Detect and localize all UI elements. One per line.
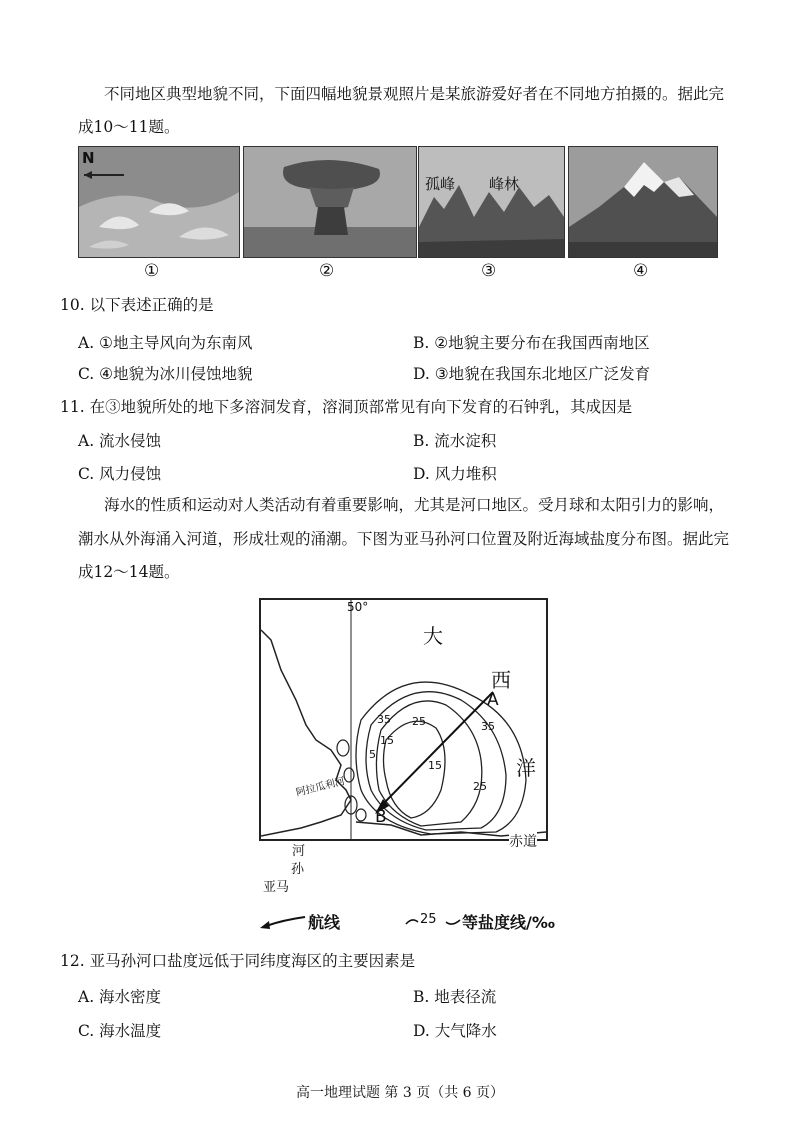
salinity-map bbox=[259, 598, 548, 895]
label-peak-forest: 峰林 bbox=[489, 175, 520, 193]
q11-option-c[interactable]: C. 风力侵蚀 bbox=[78, 465, 162, 483]
q11-option-d[interactable]: D. 风力堆积 bbox=[413, 465, 497, 483]
ocean-label-da: 大 bbox=[423, 624, 443, 648]
q10-option-d[interactable]: D. ③地貌在我国东北地区广泛发育 bbox=[413, 365, 651, 383]
contour-label-5: 5 bbox=[369, 748, 376, 761]
meridian-label: 50° bbox=[347, 600, 369, 614]
contour-label-35-left: 35 bbox=[377, 713, 391, 726]
photo-dunes bbox=[78, 146, 240, 258]
q10-option-a[interactable]: A. ①地主导风向为东南风 bbox=[78, 334, 253, 352]
araguari-river-label: 阿拉瓜利河 bbox=[294, 776, 347, 799]
q10-option-c[interactable]: C. ④地貌为冰川侵蚀地貌 bbox=[78, 365, 253, 383]
ocean-label-yang: 洋 bbox=[516, 756, 536, 780]
map-drawing bbox=[261, 600, 546, 839]
route-legend-arrow bbox=[258, 912, 308, 932]
caption-3: ③ bbox=[481, 261, 497, 281]
intro-line-2: 成10～11题。 bbox=[78, 118, 180, 136]
isohaline-legend-label: 等盐度线/‰ bbox=[462, 913, 555, 932]
contour-label-25-top: 25 bbox=[412, 715, 426, 728]
intro-line-1: 不同地区典型地貌不同，下面四幅地貌景观照片是某旅游爱好者在不同地方拍摄的。据此完 bbox=[104, 85, 725, 103]
caption-2: ② bbox=[319, 261, 335, 281]
amazon-river-label-1: 亚马 bbox=[263, 880, 290, 895]
intro2-line-1: 海水的性质和运动对人类活动有着重要影响，尤其是河口地区。受月球和太阳引力的影响， bbox=[104, 496, 725, 514]
label-isolated-peak: 孤峰 bbox=[425, 175, 456, 193]
q11-option-b[interactable]: B. 流水淀积 bbox=[413, 432, 497, 450]
photo-mushroom-rock bbox=[243, 146, 417, 258]
point-a-label: A bbox=[487, 690, 499, 710]
q10-option-b[interactable]: B. ②地貌主要分布在我国西南地区 bbox=[413, 334, 650, 352]
contour-label-35-right: 35 bbox=[481, 720, 495, 733]
contour-label-15-right: 15 bbox=[428, 759, 442, 772]
photo-karst bbox=[418, 146, 565, 258]
equator-label: 赤道 bbox=[509, 831, 537, 851]
q11-stem: 11. 在③地貌所处的地下多溶洞发育，溶洞顶部常见有向下发育的石钟乳，其成因是 bbox=[60, 398, 633, 416]
contour-label-25-right: 25 bbox=[473, 780, 487, 793]
intro2-line-2: 潮水从外海涌入河道，形成壮观的涌潮。下图为亚马孙河口位置及附近海域盐度分布图。据此完 bbox=[78, 530, 730, 548]
amazon-river-label-3: 河 bbox=[292, 844, 306, 859]
amazon-river-label-2: 孙 bbox=[291, 862, 305, 877]
q12-option-c[interactable]: C. 海水温度 bbox=[78, 1022, 162, 1040]
contour-label-15-left: 15 bbox=[380, 734, 394, 747]
q12-option-b[interactable]: B. 地表径流 bbox=[413, 988, 497, 1006]
north-label: N bbox=[82, 149, 95, 167]
q12-option-d[interactable]: D. 大气降水 bbox=[413, 1022, 497, 1040]
q12-option-a[interactable]: A. 海水密度 bbox=[78, 988, 162, 1006]
photo-snow-mountain bbox=[568, 146, 718, 258]
route-legend-label: 航线 bbox=[308, 913, 341, 932]
page-footer: 高一地理试题 第 3 页（共 6 页） bbox=[295, 1085, 505, 1101]
point-b-label: B bbox=[375, 807, 387, 827]
q11-option-a[interactable]: A. 流水侵蚀 bbox=[78, 432, 162, 450]
q10-stem: 10. 以下表述正确的是 bbox=[60, 296, 214, 314]
caption-4: ④ bbox=[633, 261, 649, 281]
isohaline-legend-value: 25 bbox=[420, 912, 437, 927]
intro2-line-3: 成12～14题。 bbox=[78, 563, 180, 581]
caption-1: ① bbox=[144, 261, 160, 281]
ocean-label-xi: 西 bbox=[491, 668, 511, 692]
q12-stem: 12. 亚马孙河口盐度远低于同纬度海区的主要因素是 bbox=[60, 952, 416, 970]
